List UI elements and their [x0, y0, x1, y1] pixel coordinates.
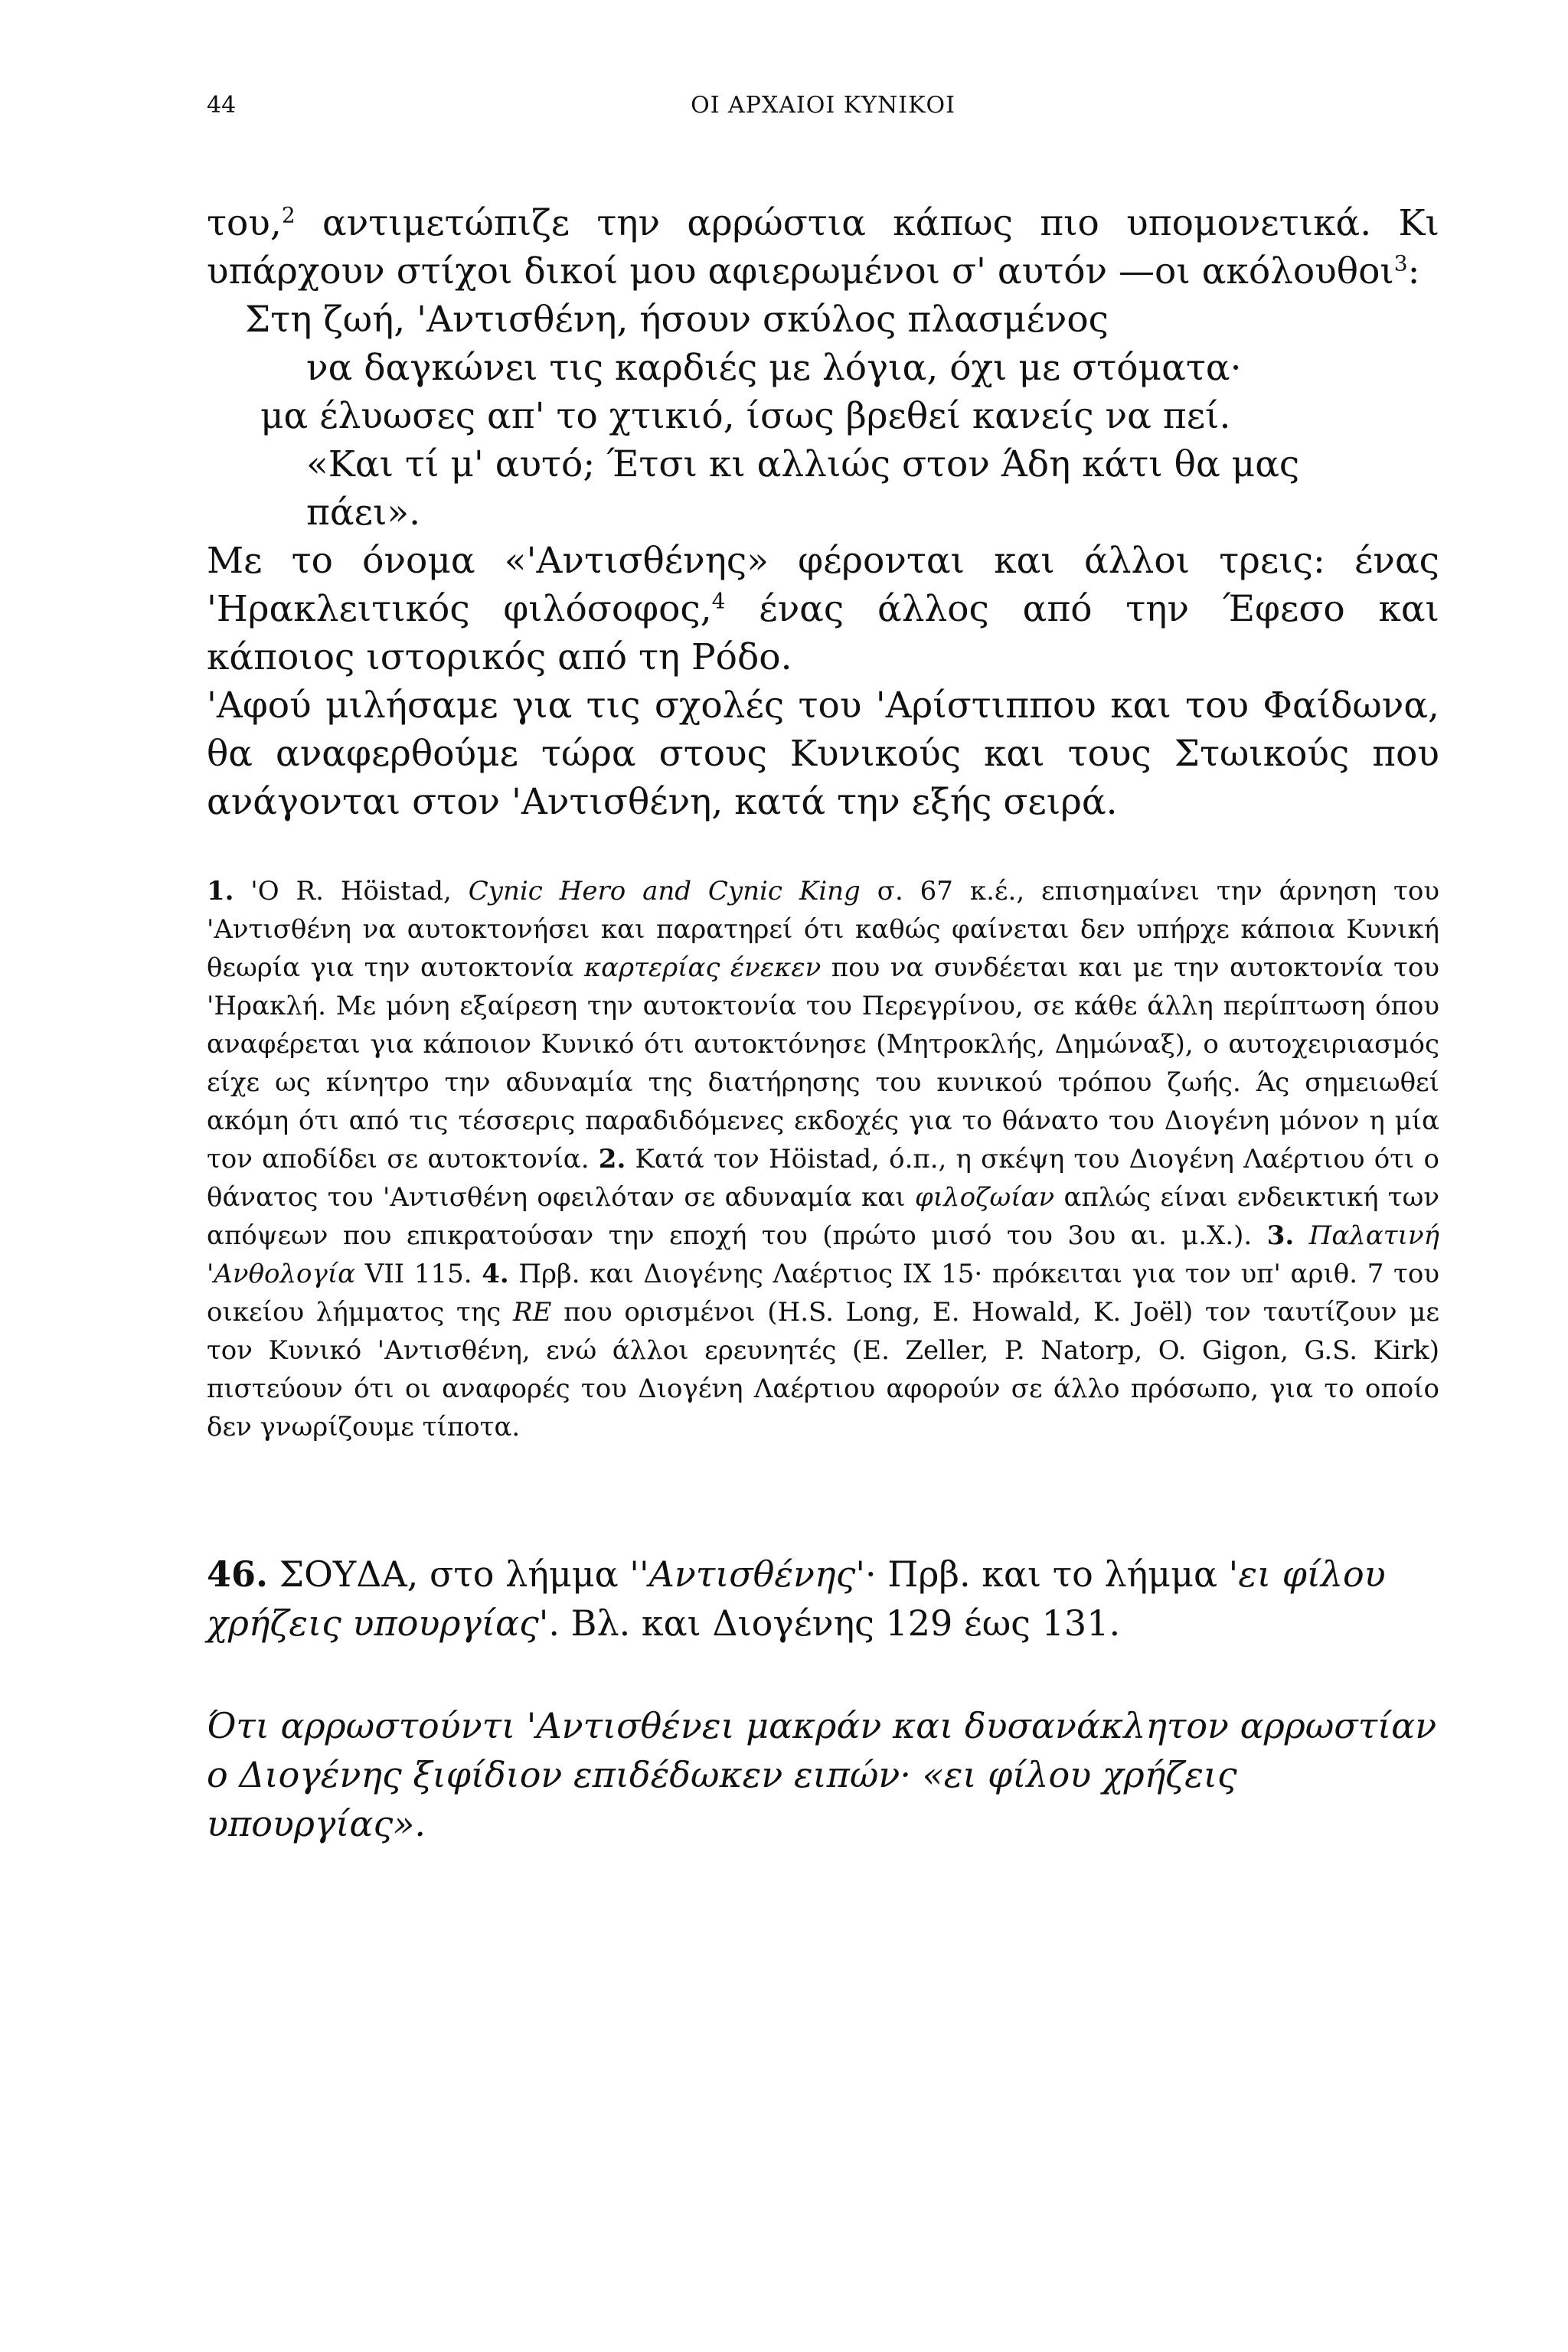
quote-text: Ότι αρρωστούντι 'Αντισθένει μακράν και δυσανάκλητον αρρωστίαν ο Διογένης ξιφίδιον επιδέδωκεν ειπών· «ει φίλου χρήζεις υπουργίας». — [207, 1705, 1437, 1844]
verse-line: να δαγκώνει τις καρδιές με λόγια, όχι με στόματα· — [306, 347, 1242, 389]
section-number: 46. — [207, 1553, 269, 1595]
book-title: Cynic Hero and Cynic King — [468, 876, 861, 906]
text-run: : — [1407, 250, 1420, 292]
greek-quote — [207, 1701, 1439, 1848]
running-title: ΟΙ ΑΡΧΑΙΟΙ ΚΥΝΙΚΟΙ — [691, 92, 956, 119]
text-run: που ορισμένοι (H.S. Long, E. Howald, K. Joël) τον ταυτίζουν με τον Κυνικό 'Αντισθένη, ενώ άλλοι ερευνητές (E. Zeller, P. Natorp, O. Gigon, G.S. Kirk) πιστεύουν ότι οι αναφορές του Διογένη Λαέρτιου αφορούν σε άλλο πρόσωπο, για το οποίο δεν γνωρίζουμε τίποτα. — [207, 1297, 1439, 1442]
text-run: '. Βλ. και Διογένης 129 έως 131. — [538, 1602, 1121, 1644]
text-run: αντιμετώπιζε την αρρώστια κάπως πιο υπομονετικά. Κι υπάρχουν στίχοι δικοί μου αφιερωμένοι σ' αυτόν —οι ακόλουθοι — [207, 202, 1439, 292]
footnotes — [207, 872, 1439, 1446]
text-run: Κατά τον Höistad, ό.π., η σκέψη του Διογένη Λαέρτιου ότι ο θάνατος του 'Αντισθένη οφειλόταν σε αδυναμία και — [207, 1144, 1439, 1213]
text-run: ΣΟΥΔΑ, στο λήμμα ' — [268, 1553, 639, 1595]
section-entry — [207, 1550, 1439, 1648]
book-title: Παλατινή 'Ανθολογία — [207, 1220, 1439, 1289]
italic-phrase: φιλοζωίαν — [914, 1182, 1055, 1213]
text-run: που να συνδέεται και με την αυτοκτονία του 'Ηρακλή. Με μόνη εξαίρεση την αυτοκτονία του Περεγρίνου, σε κάθε άλλη περίπτωση όπου αναφέρεται για κάποιον Κυνικό ότι αυτοκτόνησε (Μητροκλής, Δημώναξ), ο αυτοχειριασμός είχε ως κίνητρο την αδυναμία της διατήρησης του κυνικού τρόπου ζωής. Άς σημειωθεί ακόμη ότι από τις τέσσερις παραδιδόμενες εκδοχές για το θάνατο του Διογένη μόνον η μία τον αποδίδει σε αυτοκτονία. — [207, 952, 1439, 1174]
text-run: Πρβ. και Διογένης Λαέρτιος IX 15· πρόκειται για τον υπ' αριθ. 7 του οικείου λήμματος της — [207, 1259, 1439, 1328]
footnote-number: 2. — [598, 1144, 626, 1174]
paragraph-1 — [207, 199, 1439, 296]
main-text — [207, 199, 1439, 826]
text-run: VII 115. — [355, 1259, 482, 1289]
page-number: 44 — [207, 92, 237, 119]
verse-line: «Και τί μ' αυτό; Έτσι κι αλλιώς στον Άδη κάτι θα μας — [306, 443, 1300, 485]
footnote-ref: 3 — [1393, 250, 1408, 276]
footnote-number: 4. — [482, 1259, 509, 1289]
page-header — [207, 92, 1439, 145]
verse-block — [207, 296, 1439, 537]
section-heading — [207, 1550, 1439, 1648]
verse-line: μα έλυωσες απ' το χτικιό, ίσως βρεθεί κανείς να πεί. — [260, 395, 1231, 437]
footnote-number: 1. — [207, 876, 234, 906]
italic-phrase: ει φίλου χρήζεις υπουργίας — [207, 1553, 1386, 1644]
text-run: σ. 67 κ.έ., επισημαίνει την άρνηση του 'Αντισθένη να αυτοκτονήσει και παρατηρεί ότι καθώς φαίνεται δεν υπήρχε κάποια Κυνική θεωρία για την αυτοκτονία — [207, 876, 1440, 983]
paragraph-3: 'Αφού μιλήσαμε για τις σχολές του 'Αρίστιππου και του Φαίδωνα, θα αναφερθούμε τώρα στους Κυνικούς και τους Στωικούς που ανάγονται στον 'Αντισθένη, κατά την εξής σειρά. — [207, 684, 1439, 823]
italic-phrase: RE — [512, 1297, 552, 1328]
text-run: του, — [207, 202, 282, 244]
footnote-number: 3. — [1266, 1220, 1295, 1251]
text-run: ένας άλλος από την Έφεσο και κάποιος ιστορικός από τη Ρόδο. — [207, 588, 1439, 678]
text-run: Με το όνομα «'Αντισθένης» φέρονται και άλλοι τρεις: ένας 'Ηρακλειτικός φιλόσοφος, — [207, 540, 1439, 630]
book-page — [207, 92, 1439, 1848]
italic-phrase: καρτερίας ένεκεν — [583, 952, 822, 983]
italic-phrase: 'Αντισθένης — [639, 1553, 856, 1595]
text-run: απλώς είναι ενδεικτική των απόψεων που επικρατούσαν την εποχή του (πρώτο μισό του 3ου αι. μ.Χ.). — [207, 1182, 1440, 1251]
footnote-ref: 4 — [711, 588, 726, 614]
footnote-block — [207, 872, 1439, 1446]
text-run: 'Ο R. Höistad, — [234, 876, 469, 906]
verse-line: Στη ζωή, 'Αντισθένη, ήσουν σκύλος πλασμένος — [245, 299, 1109, 341]
text-run: '· Πρβ. και το λήμμα ' — [855, 1553, 1239, 1595]
paragraph-2 — [207, 537, 1439, 681]
verse-line: πάει». — [306, 492, 421, 534]
footnote-ref: 2 — [281, 202, 296, 228]
